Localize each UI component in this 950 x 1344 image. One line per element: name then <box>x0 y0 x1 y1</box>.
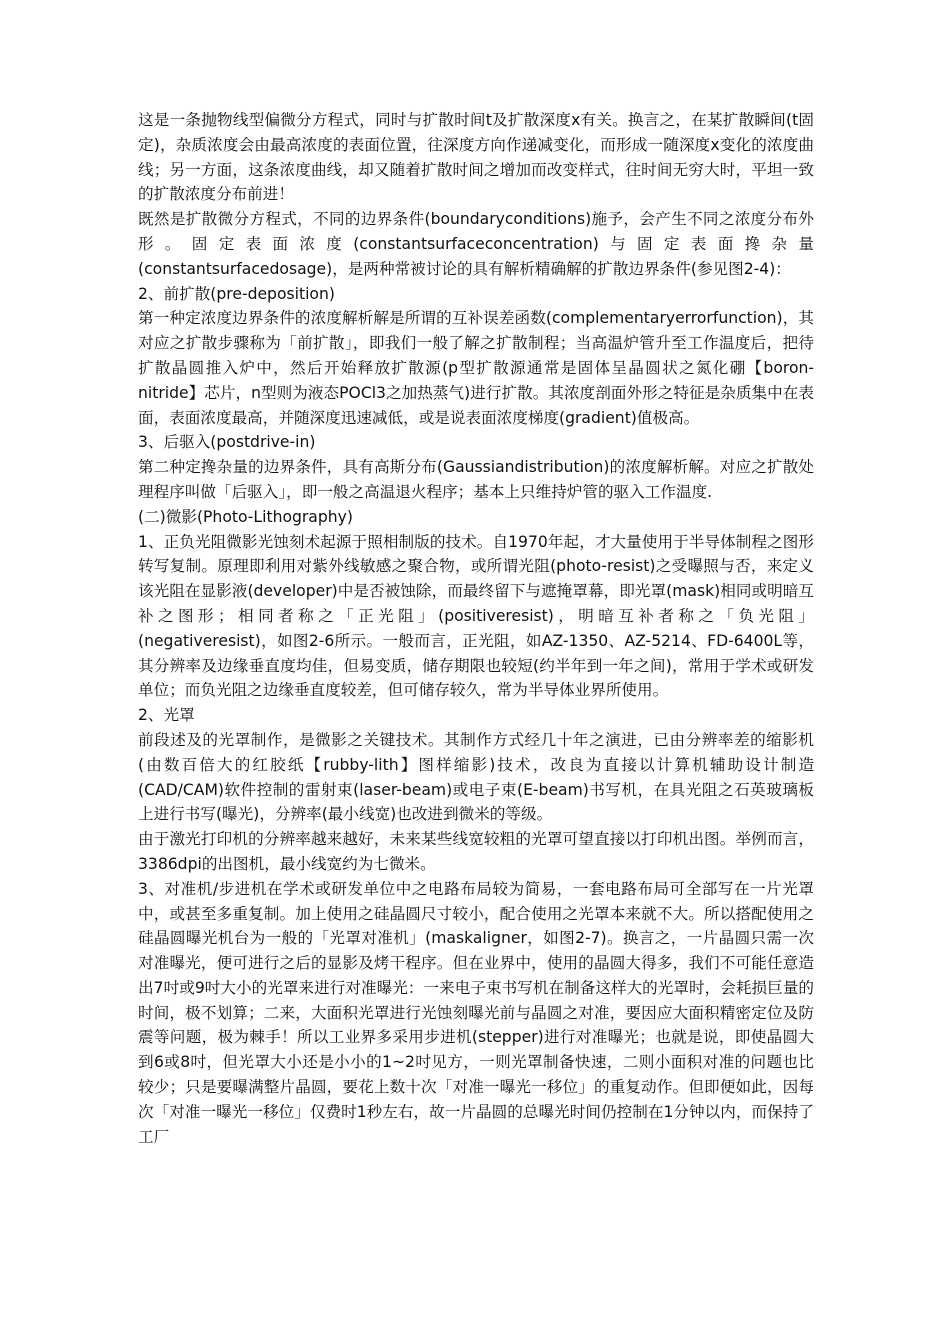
heading-photo-lithography: (二)微影(Photo-Lithography) <box>138 507 353 526</box>
paragraph-diffusion-equation: 这是一条抛物线型偏微分方程式，同时与扩散时间t及扩散深度x有关。换言之，在某扩散瞬间(t固定)，杂质浓度会由最高浓度的表面位置，往深度方向作递减变化，而形成一随深度x变化的浓度曲线；另一方面，这条浓度曲线，却又随着扩散时间之增加而改变样式，往时间无穷大时，平坦一致的扩散浓度分布前进！ <box>138 111 814 204</box>
paragraph-mask-making: 前段述及的光罩制作，是微影之关键技术。其制作方式经几十年之演进，已由分辨率差的缩影机(由数百倍大的红胶纸【rubby-lith】图样缩影)技术，改良为直接以计算机辅助设计制造(CAD/CAM)软件控制的雷射束(laser-beam)或电子束(E-beam)书写机，在具光阻之石英玻璃板上进行书写(曝光)，分辨率(最小线宽)也改进到微米的等级。 <box>138 730 814 824</box>
heading-drive-in: 3、后驱入(postdrive-in) <box>138 433 316 452</box>
paragraph-pre-deposition: 第一种定浓度边界条件的浓度解析解是所谓的互补误差函数(complementaryerrorfunction)，其对应之扩散步骤称为「前扩散」，即我们一般了解之扩散制程；当高温炉管升至工作温度后，把待扩散晶圆推入炉中，然后开始释放扩散源(p型扩散源通常是固体呈晶圆状之氮化硼【boron-nitride】芯片，n型则为液态POCl3之加热蒸气)进行扩散。其浓度剖面外形之特征是杂质集中在表面，表面浓度最高，并随深度迅速减低，或是说表面浓度梯度(gradient)值极高。 <box>138 309 814 427</box>
paragraph-photoresist: 1、正负光阻微影光蚀刻术起源于照相制版的技术。自1970年起，才大量使用于半导体制程之图形转写复制。原理即利用对紫外线敏感之聚合物，或所谓光阻(photo-resist)之受曝照与否，来定义该光阻在显影液(developer)中是否被蚀除，而最终留下与遮掩罩幕，即光罩(mask)相同或明暗互补之图形；相同者称之「正光阻」(positiveresist)，明暗互补者称之「负光阻」(negativeresist)，如图2-6所示。一般而言，正光阻，如AZ-1350、AZ-5214、FD-6400L等，其分辨率及边缘垂直度均佳，但易变质，储存期限也较短(约半年到一年之间)，常用于学术或研发单位；而负光阻之边缘垂直度较差，但可储存较久，常为半导体业界所使用。 <box>138 532 814 700</box>
paragraph-aligner-stepper: 3、对准机/步进机在学术或研发单位中之电路布局较为简易，一套电路布局可全部写在一片光罩中，或甚至多重复制。加上使用之硅晶圆尺寸较小，配合使用之光罩本来就不大。所以搭配使用之硅晶圆曝光机台为一般的「光罩对准机」(maskaligner，如图2-7)。换言之，一片晶圆只需一次对准曝光，便可进行之后的显影及烤干程序。但在业界中，使用的晶圆大得多，我们不可能任意造出7吋或9吋大小的光罩来进行对准曝光：一来电子束书写机在制备这样大的光罩时，会耗损巨量的时间，极不划算；二来，大面积光罩进行光蚀刻曝光前与晶圆之对准，要因应大面积精密定位及防震等问题，极为棘手！所以工业界多采用步进机(stepper)进行对准曝光；也就是说，即使晶圆大到6或8吋，但光罩大小还是小小的1~2吋见方，一则光罩制备快速，二则小面积对准的问题也比较少；只是要曝满整片晶圆，要花上数十次「对准一曝光一移位」的重复动作。但即便如此，因每次「对准一曝光一移位」仅费时1秒左右，故一片晶圆的总曝光时间仍控制在1分钟以内，而保持了工厂 <box>138 879 814 1146</box>
paragraph-drive-in: 第二种定搀杂量的边界条件，具有高斯分布(Gaussiandistribution)的浓度解析解。对应之扩散处理程序叫做「后驱入」，即一般之高温退火程序；基本上只维持炉管的驱入工作温度. <box>138 458 814 501</box>
paragraph-laser-printer: 由于激光打印机的分辨率越来越好，未来某些线宽较粗的光罩可望直接以打印机出图。举例而言，3386dpi的出图机，最小线宽约为七微米。 <box>138 830 814 873</box>
document-page <box>138 108 814 1149</box>
paragraph-boundary-conditions: 既然是扩散微分方程式，不同的边界条件(boundaryconditions)施予，会产生不同之浓度分布外形。固定表面浓度(constantsurfaceconcentration)与固定表面搀杂量(constantsurfacedosage)，是两种常被讨论的具有解析精确解的扩散边界条件(参见图2-4)： <box>138 210 814 278</box>
heading-pre-deposition: 2、前扩散(pre-deposition) <box>138 284 335 303</box>
heading-mask: 2、光罩 <box>138 706 195 725</box>
